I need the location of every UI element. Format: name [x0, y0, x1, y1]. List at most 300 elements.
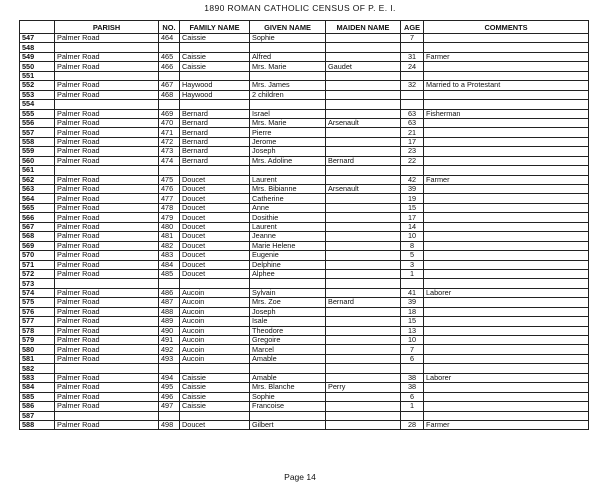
given-name-cell: Gregoire	[250, 336, 326, 345]
given-name-cell: Sophie	[250, 392, 326, 401]
age-cell	[401, 411, 424, 420]
parish-cell: Palmer Road	[55, 288, 159, 297]
maiden-name-cell	[326, 307, 401, 316]
table-row	[20, 203, 589, 212]
no-cell: 491	[159, 336, 180, 345]
no-cell: 472	[159, 137, 180, 146]
age-cell: 8	[401, 241, 424, 250]
given-name-cell: Amable	[250, 373, 326, 382]
no-cell: 470	[159, 118, 180, 127]
page-number: Page 14	[284, 472, 316, 482]
comments-cell	[424, 118, 589, 127]
maiden-name-cell	[326, 34, 401, 43]
table-row	[20, 175, 589, 184]
comments-cell	[424, 269, 589, 278]
header-comments: COMMENTS	[424, 21, 589, 34]
maiden-name-cell	[326, 203, 401, 212]
parish-cell: Palmer Road	[55, 402, 159, 411]
no-cell: 473	[159, 147, 180, 156]
table-row	[20, 383, 589, 392]
age-cell: 41	[401, 288, 424, 297]
age-cell: 18	[401, 307, 424, 316]
table-row	[20, 269, 589, 278]
parish-cell: Palmer Road	[55, 317, 159, 326]
table-row	[20, 364, 589, 373]
family-name-cell: Caissie	[180, 383, 250, 392]
no-cell: 489	[159, 317, 180, 326]
family-name-cell	[180, 166, 250, 175]
family-name-cell: Caissie	[180, 373, 250, 382]
row-number: 586	[20, 402, 55, 411]
table-row	[20, 137, 589, 146]
row-number: 561	[20, 166, 55, 175]
given-name-cell	[250, 279, 326, 288]
family-name-cell: Bernard	[180, 128, 250, 137]
comments-cell	[424, 213, 589, 222]
no-cell: 464	[159, 34, 180, 43]
comments-cell	[424, 185, 589, 194]
age-cell	[401, 279, 424, 288]
family-name-cell	[180, 100, 250, 109]
given-name-cell	[250, 43, 326, 52]
no-cell: 484	[159, 260, 180, 269]
given-name-cell	[250, 364, 326, 373]
age-cell: 1	[401, 402, 424, 411]
age-cell: 13	[401, 326, 424, 335]
comments-cell	[424, 71, 589, 80]
header-maiden-name: MAIDEN NAME	[326, 21, 401, 34]
family-name-cell: Aucoin	[180, 336, 250, 345]
no-cell: 495	[159, 383, 180, 392]
comments-cell	[424, 222, 589, 231]
row-number: 579	[20, 336, 55, 345]
comments-cell	[424, 128, 589, 137]
maiden-name-cell	[326, 288, 401, 297]
no-cell: 497	[159, 402, 180, 411]
comments-cell	[424, 43, 589, 52]
no-cell	[159, 71, 180, 80]
table-row	[20, 156, 589, 165]
row-number: 572	[20, 269, 55, 278]
family-name-cell: Doucet	[180, 213, 250, 222]
given-name-cell: Sophie	[250, 34, 326, 43]
age-cell: 63	[401, 109, 424, 118]
family-name-cell: Haywood	[180, 81, 250, 90]
given-name-cell: Alfred	[250, 52, 326, 61]
comments-cell	[424, 364, 589, 373]
parish-cell: Palmer Road	[55, 213, 159, 222]
given-name-cell: Israel	[250, 109, 326, 118]
row-number: 553	[20, 90, 55, 99]
header-row-number	[20, 21, 55, 34]
age-cell: 17	[401, 137, 424, 146]
parish-cell: Palmer Road	[55, 194, 159, 203]
given-name-cell: Marie Helene	[250, 241, 326, 250]
comments-cell	[424, 90, 589, 99]
table-row	[20, 128, 589, 137]
comments-cell	[424, 232, 589, 241]
family-name-cell: Caissie	[180, 34, 250, 43]
row-number: 557	[20, 128, 55, 137]
parish-cell: Palmer Road	[55, 118, 159, 127]
maiden-name-cell	[326, 411, 401, 420]
row-number: 552	[20, 81, 55, 90]
comments-cell	[424, 317, 589, 326]
maiden-name-cell: Perry	[326, 383, 401, 392]
no-cell	[159, 43, 180, 52]
table-row	[20, 166, 589, 175]
family-name-cell: Caissie	[180, 402, 250, 411]
no-cell: 476	[159, 185, 180, 194]
parish-cell: Palmer Road	[55, 81, 159, 90]
no-cell: 475	[159, 175, 180, 184]
no-cell: 485	[159, 269, 180, 278]
header-parish: PARISH	[55, 21, 159, 34]
table-row	[20, 62, 589, 71]
age-cell: 15	[401, 317, 424, 326]
maiden-name-cell	[326, 213, 401, 222]
parish-cell: Palmer Road	[55, 420, 159, 429]
given-name-cell: Mrs. James	[250, 81, 326, 90]
age-cell: 38	[401, 383, 424, 392]
row-number: 577	[20, 317, 55, 326]
no-cell: 468	[159, 90, 180, 99]
maiden-name-cell	[326, 43, 401, 52]
age-cell	[401, 364, 424, 373]
row-number: 581	[20, 354, 55, 363]
comments-cell	[424, 156, 589, 165]
age-cell: 19	[401, 194, 424, 203]
family-name-cell: Doucet	[180, 251, 250, 260]
comments-cell	[424, 137, 589, 146]
no-cell: 477	[159, 194, 180, 203]
table-row	[20, 307, 589, 316]
age-cell: 31	[401, 52, 424, 61]
parish-cell	[55, 279, 159, 288]
row-number: 573	[20, 279, 55, 288]
row-number: 582	[20, 364, 55, 373]
comments-cell	[424, 100, 589, 109]
table-row	[20, 420, 589, 429]
family-name-cell: Doucet	[180, 260, 250, 269]
age-cell: 24	[401, 62, 424, 71]
maiden-name-cell	[326, 100, 401, 109]
given-name-cell: Jeanne	[250, 232, 326, 241]
maiden-name-cell	[326, 392, 401, 401]
row-number: 567	[20, 222, 55, 231]
age-cell: 10	[401, 232, 424, 241]
parish-cell: Palmer Road	[55, 90, 159, 99]
given-name-cell: Marcel	[250, 345, 326, 354]
parish-cell: Palmer Road	[55, 147, 159, 156]
header-row	[20, 21, 589, 34]
family-name-cell: Bernard	[180, 109, 250, 118]
family-name-cell: Doucet	[180, 420, 250, 429]
row-number: 584	[20, 383, 55, 392]
given-name-cell: Laurent	[250, 175, 326, 184]
maiden-name-cell	[326, 166, 401, 175]
header-family-name: FAMILY NAME	[180, 21, 250, 34]
row-number: 559	[20, 147, 55, 156]
row-number: 580	[20, 345, 55, 354]
row-number: 578	[20, 326, 55, 335]
given-name-cell: Francoise	[250, 402, 326, 411]
age-cell: 10	[401, 336, 424, 345]
row-number: 565	[20, 203, 55, 212]
family-name-cell: Doucet	[180, 232, 250, 241]
given-name-cell: Theodore	[250, 326, 326, 335]
no-cell: 474	[159, 156, 180, 165]
no-cell	[159, 364, 180, 373]
comments-cell: Laborer	[424, 288, 589, 297]
given-name-cell: Eugenie	[250, 251, 326, 260]
row-number: 551	[20, 71, 55, 80]
no-cell: 490	[159, 326, 180, 335]
row-number: 587	[20, 411, 55, 420]
comments-cell	[424, 392, 589, 401]
maiden-name-cell	[326, 52, 401, 61]
no-cell	[159, 166, 180, 175]
comments-cell	[424, 194, 589, 203]
family-name-cell: Caissie	[180, 62, 250, 71]
age-cell	[401, 166, 424, 175]
given-name-cell	[250, 411, 326, 420]
comments-cell	[424, 279, 589, 288]
no-cell: 466	[159, 62, 180, 71]
maiden-name-cell: Arsenault	[326, 185, 401, 194]
age-cell	[401, 43, 424, 52]
census-table	[19, 20, 589, 430]
parish-cell: Palmer Road	[55, 156, 159, 165]
row-number: 588	[20, 420, 55, 429]
age-cell: 5	[401, 251, 424, 260]
table-row	[20, 373, 589, 382]
given-name-cell: Alphee	[250, 269, 326, 278]
no-cell: 481	[159, 232, 180, 241]
parish-cell: Palmer Road	[55, 269, 159, 278]
table-row	[20, 90, 589, 99]
comments-cell	[424, 307, 589, 316]
row-number: 570	[20, 251, 55, 260]
no-cell	[159, 100, 180, 109]
family-name-cell	[180, 43, 250, 52]
table-row	[20, 288, 589, 297]
table-row	[20, 118, 589, 127]
parish-cell: Palmer Road	[55, 373, 159, 382]
comments-cell	[424, 34, 589, 43]
table-row	[20, 109, 589, 118]
row-number: 583	[20, 373, 55, 382]
age-cell	[401, 90, 424, 99]
table-row	[20, 345, 589, 354]
table-row	[20, 213, 589, 222]
family-name-cell: Aucoin	[180, 326, 250, 335]
given-name-cell: Mrs. Adoline	[250, 156, 326, 165]
family-name-cell: Bernard	[180, 137, 250, 146]
no-cell: 479	[159, 213, 180, 222]
age-cell: 63	[401, 118, 424, 127]
comments-cell	[424, 345, 589, 354]
row-number: 547	[20, 34, 55, 43]
table-row	[20, 147, 589, 156]
parish-cell: Palmer Road	[55, 345, 159, 354]
maiden-name-cell	[326, 232, 401, 241]
given-name-cell: Mrs. Zoe	[250, 298, 326, 307]
table-row	[20, 298, 589, 307]
given-name-cell: Sylvain	[250, 288, 326, 297]
family-name-cell: Doucet	[180, 222, 250, 231]
age-cell: 17	[401, 213, 424, 222]
table-row	[20, 52, 589, 61]
family-name-cell: Doucet	[180, 241, 250, 250]
no-cell	[159, 411, 180, 420]
table-row	[20, 185, 589, 194]
table-row	[20, 43, 589, 52]
parish-cell: Palmer Road	[55, 137, 159, 146]
page-title: 1890 ROMAN CATHOLIC CENSUS OF P. E. I.	[204, 3, 396, 13]
age-cell: 23	[401, 147, 424, 156]
given-name-cell: Mrs. Marie	[250, 118, 326, 127]
parish-cell: Palmer Road	[55, 232, 159, 241]
given-name-cell: Isale	[250, 317, 326, 326]
age-cell: 3	[401, 260, 424, 269]
given-name-cell: Mrs. Bibianne	[250, 185, 326, 194]
parish-cell: Palmer Road	[55, 175, 159, 184]
parish-cell	[55, 166, 159, 175]
maiden-name-cell	[326, 420, 401, 429]
row-number: 556	[20, 118, 55, 127]
row-number: 555	[20, 109, 55, 118]
maiden-name-cell	[326, 137, 401, 146]
given-name-cell: Pierre	[250, 128, 326, 137]
family-name-cell: Doucet	[180, 269, 250, 278]
comments-cell	[424, 260, 589, 269]
row-number: 576	[20, 307, 55, 316]
no-cell: 471	[159, 128, 180, 137]
no-cell: 482	[159, 241, 180, 250]
maiden-name-cell	[326, 175, 401, 184]
no-cell: 478	[159, 203, 180, 212]
family-name-cell: Aucoin	[180, 345, 250, 354]
given-name-cell: Laurent	[250, 222, 326, 231]
no-cell: 467	[159, 81, 180, 90]
maiden-name-cell	[326, 241, 401, 250]
family-name-cell: Bernard	[180, 147, 250, 156]
given-name-cell: Catherine	[250, 194, 326, 203]
comments-cell: Farmer	[424, 52, 589, 61]
family-name-cell: Aucoin	[180, 307, 250, 316]
comments-cell	[424, 166, 589, 175]
parish-cell: Palmer Road	[55, 251, 159, 260]
row-number: 548	[20, 43, 55, 52]
parish-cell: Palmer Road	[55, 62, 159, 71]
comments-cell	[424, 298, 589, 307]
row-number: 562	[20, 175, 55, 184]
parish-cell: Palmer Road	[55, 326, 159, 335]
table-row	[20, 260, 589, 269]
row-number: 566	[20, 213, 55, 222]
no-cell: 486	[159, 288, 180, 297]
row-number: 569	[20, 241, 55, 250]
age-cell: 39	[401, 185, 424, 194]
parish-cell: Palmer Road	[55, 222, 159, 231]
row-number: 560	[20, 156, 55, 165]
age-cell	[401, 100, 424, 109]
parish-cell: Palmer Road	[55, 128, 159, 137]
table-row	[20, 194, 589, 203]
row-number: 574	[20, 288, 55, 297]
row-number: 564	[20, 194, 55, 203]
comments-cell	[424, 147, 589, 156]
parish-cell: Palmer Road	[55, 298, 159, 307]
no-cell: 487	[159, 298, 180, 307]
row-number: 563	[20, 185, 55, 194]
maiden-name-cell	[326, 109, 401, 118]
age-cell: 7	[401, 345, 424, 354]
comments-cell: Laborer	[424, 373, 589, 382]
age-cell: 1	[401, 269, 424, 278]
age-cell	[401, 71, 424, 80]
given-name-cell: Jerome	[250, 137, 326, 146]
maiden-name-cell	[326, 279, 401, 288]
family-name-cell	[180, 279, 250, 288]
table-row	[20, 279, 589, 288]
comments-cell	[424, 336, 589, 345]
maiden-name-cell: Bernard	[326, 156, 401, 165]
parish-cell	[55, 100, 159, 109]
family-name-cell: Aucoin	[180, 298, 250, 307]
comments-cell: Farmer	[424, 420, 589, 429]
maiden-name-cell	[326, 402, 401, 411]
given-name-cell: Anne	[250, 203, 326, 212]
parish-cell	[55, 364, 159, 373]
family-name-cell: Caissie	[180, 52, 250, 61]
maiden-name-cell	[326, 147, 401, 156]
row-number: 575	[20, 298, 55, 307]
parish-cell: Palmer Road	[55, 34, 159, 43]
maiden-name-cell	[326, 222, 401, 231]
maiden-name-cell	[326, 345, 401, 354]
family-name-cell	[180, 71, 250, 80]
table-row	[20, 71, 589, 80]
age-cell: 28	[401, 420, 424, 429]
age-cell: 14	[401, 222, 424, 231]
comments-cell	[424, 203, 589, 212]
parish-cell	[55, 411, 159, 420]
given-name-cell: Joseph	[250, 307, 326, 316]
table-row	[20, 354, 589, 363]
no-cell: 483	[159, 251, 180, 260]
given-name-cell: Mrs. Blanche	[250, 383, 326, 392]
age-cell: 6	[401, 354, 424, 363]
parish-cell	[55, 43, 159, 52]
maiden-name-cell	[326, 336, 401, 345]
no-cell: 498	[159, 420, 180, 429]
given-name-cell	[250, 166, 326, 175]
given-name-cell: Mrs. Marie	[250, 62, 326, 71]
no-cell: 493	[159, 354, 180, 363]
header-no: NO.	[159, 21, 180, 34]
table-row	[20, 251, 589, 260]
header-given-name: GIVEN NAME	[250, 21, 326, 34]
family-name-cell: Caissie	[180, 392, 250, 401]
parish-cell: Palmer Road	[55, 392, 159, 401]
family-name-cell: Aucoin	[180, 317, 250, 326]
age-cell: 21	[401, 128, 424, 137]
parish-cell: Palmer Road	[55, 260, 159, 269]
parish-cell: Palmer Road	[55, 307, 159, 316]
maiden-name-cell	[326, 194, 401, 203]
